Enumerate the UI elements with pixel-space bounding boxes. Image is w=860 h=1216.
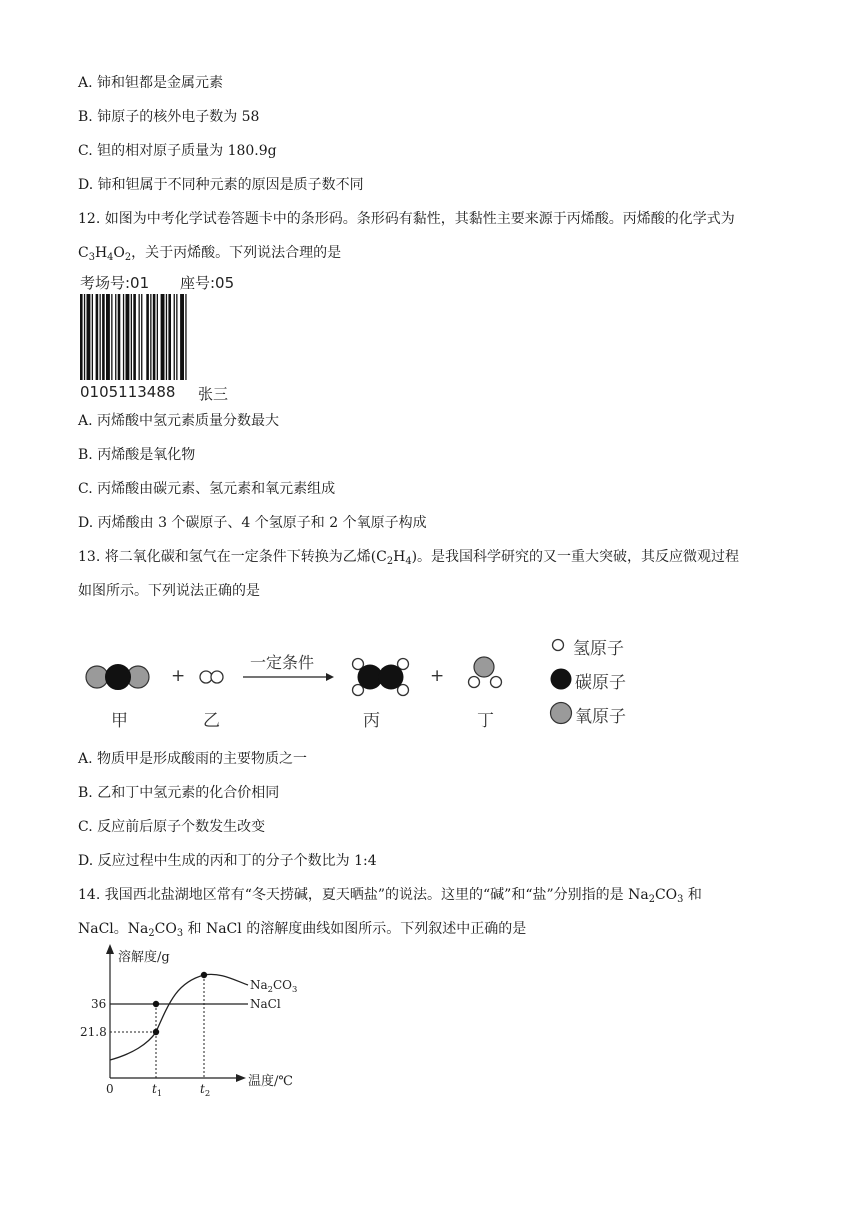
plus-sign: +	[171, 666, 186, 686]
y-axis-arrow	[106, 944, 114, 954]
x-axis-label: 温度/℃	[248, 1074, 293, 1089]
molecule-ding	[469, 657, 502, 688]
legend-nacl: NaCl	[250, 997, 281, 1011]
molecule-jia	[86, 665, 149, 690]
q14-stem-line1: 14. 我国西北盐湖地区常有“冬天捞碱，夏天晒盐”的说法。这里的“碱”和“盐”分别指的是 $Na_2CO_3$ 和	[78, 887, 702, 905]
q12-option-a: A. 丙烯酸中氢元素质量分数最大	[78, 413, 280, 429]
q14-stem-line2: NaCl。$Na_2CO_3$ 和 NaCl 的溶解度曲线如图所示。下列叙述中正确的是	[78, 921, 527, 939]
reaction-condition: 一定条件	[250, 653, 315, 672]
barcode-bar	[133, 294, 136, 380]
q12-stem-line2: $C_3H_4O_2$，关于丙烯酸。下列说法合理的是	[78, 245, 342, 263]
hydrogen-atom	[491, 677, 502, 688]
q13-option-c: C. 反应前后原子个数发生改变	[78, 819, 266, 835]
barcode-bar	[126, 294, 130, 380]
q13-stem-line1: 13. 将二氧化碳和氢气在一定条件下转换为乙烯$(C_2H_4)$。是我国科学研究的又一重大突破，其反应微观过程	[78, 549, 740, 567]
barcode-bar	[102, 294, 105, 380]
exam-room-label: 考场号:01	[80, 274, 150, 292]
y-tick-21-8: 21.8	[80, 1025, 107, 1039]
barcode-bar	[146, 294, 149, 380]
barcode-name: 张三	[198, 385, 229, 403]
barcode-bar	[111, 294, 112, 380]
solubility-chart	[70, 940, 330, 1100]
molecule-yi	[200, 671, 223, 683]
barcode-bar	[118, 294, 121, 380]
carbon-atom	[106, 665, 131, 690]
barcode-bar	[131, 294, 132, 380]
x-axis-arrow	[236, 1074, 246, 1082]
reaction-arrowhead	[326, 673, 334, 681]
barcode-number: 0105113488	[80, 383, 176, 401]
label-yi: 乙	[203, 711, 220, 731]
legend-carbon-label: 碳原子	[575, 673, 626, 693]
barcode-bar	[174, 294, 175, 380]
series-na2co3-line	[110, 974, 248, 1060]
oxygen-atom	[474, 657, 494, 677]
label-bing: 丙	[363, 711, 380, 731]
barcode-bar	[106, 294, 110, 380]
molecule-bing	[353, 659, 409, 696]
barcode-bar	[161, 294, 165, 380]
legend-hydrogen-label: 氢原子	[573, 639, 624, 659]
barcode-bar	[150, 294, 151, 380]
q11-option-d: D. 铈和钽属于不同种元素的原因是质子数不同	[78, 177, 364, 193]
legend-oxygen-label: 氧原子	[575, 707, 626, 727]
oxygen-atom	[86, 666, 108, 688]
plus-sign: +	[430, 666, 445, 686]
point-t1-na2co3	[153, 1029, 159, 1035]
barcode-bar	[168, 294, 171, 380]
legend-hydrogen-icon	[553, 640, 564, 651]
barcode-bar	[176, 294, 177, 380]
q11-option-c: C. 钽的相对原子质量为 180.9g	[78, 143, 277, 159]
label-jia: 甲	[111, 711, 128, 731]
barcode-bar	[96, 294, 99, 380]
hydrogen-atom	[200, 671, 212, 683]
barcode-bar	[185, 294, 186, 380]
barcode-bar	[153, 294, 156, 380]
barcode-bar	[87, 294, 91, 380]
hydrogen-atom	[469, 677, 480, 688]
seat-label: 座号:05	[180, 274, 235, 292]
q12-stem-line1: 12. 如图为中考化学试卷答题卡中的条形码。条形码有黏性，其黏性主要来源于丙烯酸。丙烯酸的化学式为	[78, 211, 735, 227]
q12-option-d: D. 丙烯酸由 3 个碳原子、4 个氢原子和 2 个氧原子构成	[78, 515, 427, 531]
barcode-bar	[157, 294, 158, 380]
q13-stem-line2: 如图所示。下列说法正确的是	[78, 583, 260, 599]
barcode-bar	[139, 294, 140, 380]
q13-option-d: D. 反应过程中生成的丙和丁的分子个数比为 1:4	[78, 853, 377, 869]
label-ding: 丁	[477, 711, 494, 731]
y-tick-36: 36	[91, 997, 107, 1011]
q12-option-c: C. 丙烯酸由碳元素、氢元素和氧元素组成	[78, 481, 336, 497]
hydrogen-atom	[211, 671, 223, 683]
q12-option-b: B. 丙烯酸是氧化物	[78, 447, 196, 463]
q13-option-a: A. 物质甲是形成酸雨的主要物质之一	[78, 751, 308, 767]
barcode-bar	[123, 294, 124, 380]
x-tick-t2: $t_2$	[200, 1082, 211, 1098]
legend-oxygen-icon	[551, 703, 572, 724]
barcode-bar	[80, 294, 83, 380]
barcode-bar	[166, 294, 167, 380]
legend-carbon-icon	[551, 669, 572, 690]
q13-option-b: B. 乙和丁中氢元素的化合价相同	[78, 785, 280, 801]
barcode-figure	[78, 270, 248, 405]
legend-na2co3: $Na_2CO_3$	[250, 978, 298, 994]
barcode-bar	[180, 294, 184, 380]
barcode-bar	[100, 294, 101, 380]
origin-label: 0	[106, 1082, 114, 1096]
barcode-bar	[92, 294, 93, 380]
point-t2-max	[201, 972, 207, 978]
y-axis-label: 溶解度/g	[118, 950, 170, 965]
barcode-bar	[115, 294, 116, 380]
x-tick-t1: $t_1$	[152, 1082, 163, 1098]
point-t1-nacl	[153, 1001, 159, 1007]
reaction-diagram	[78, 620, 658, 740]
barcode-image	[80, 294, 236, 380]
carbon-atom	[379, 665, 404, 690]
barcode-bar	[84, 294, 85, 380]
barcode-bar	[141, 294, 142, 380]
q11-option-b: B. 铈原子的核外电子数为 58	[78, 109, 260, 125]
q11-option-a: A. 铈和钽都是金属元素	[78, 75, 224, 91]
